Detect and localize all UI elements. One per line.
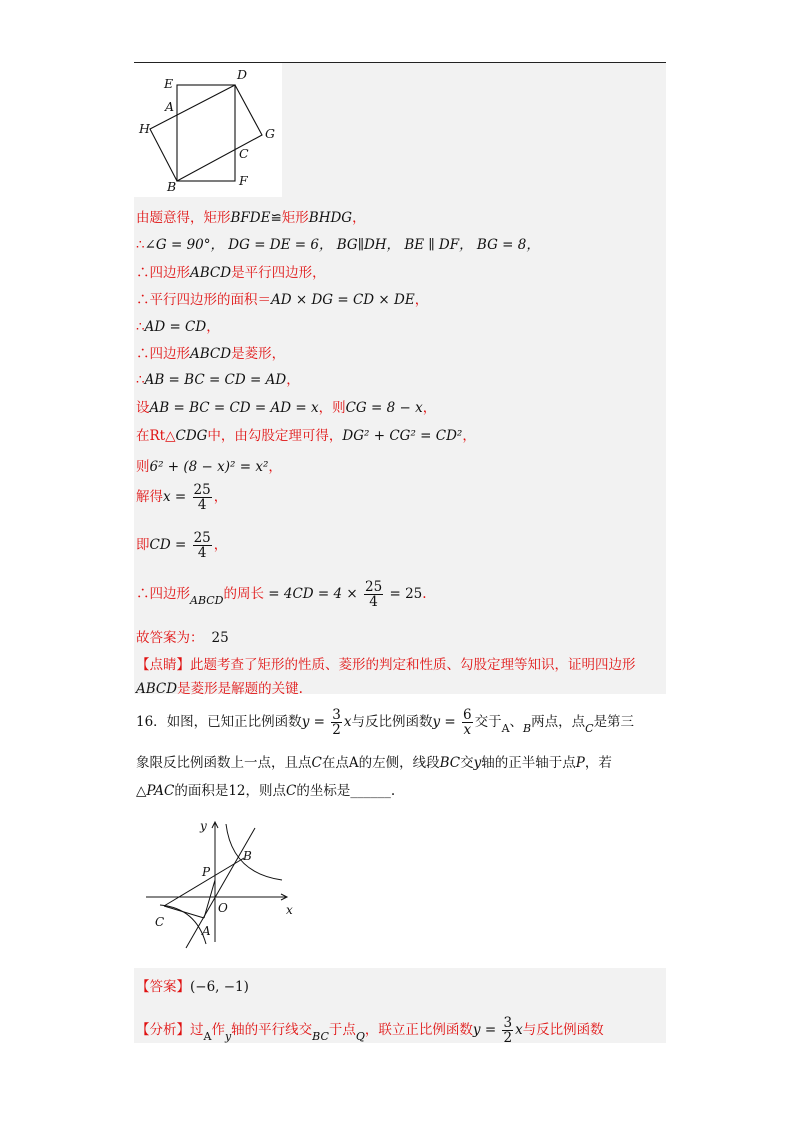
fraction: $\frac{3}{2}$ [332, 707, 341, 739]
label-H: H [139, 121, 150, 136]
label-D: D [237, 67, 248, 82]
line-y-3-2x [186, 828, 255, 948]
segment-AP [204, 880, 215, 918]
label-B: B [243, 849, 252, 863]
label-C: C [239, 146, 249, 161]
fraction: $\frac{25}{4}$ [193, 530, 211, 562]
rectangles-figure [134, 63, 282, 197]
fraction: $\frac{25}{4}$ [193, 482, 211, 514]
label-O: O [218, 901, 228, 915]
label-A: A [202, 924, 211, 938]
label-y: y [200, 819, 207, 833]
solution-line-12: 即CD = $\frac{25}{4}$ ， [136, 530, 228, 562]
label-P: P [202, 865, 211, 879]
solution-line-5: ∴AD = CD， [136, 319, 220, 335]
fraction: $\frac{6}{x}$ [463, 707, 472, 739]
solution-line-11: 解得x = $\frac{25}{4}$ ， [136, 482, 228, 514]
solution-line-13: ∴四边形$_{ABCD}$的周长 = 4CD = 4 × $\frac{25}{4}$ = 25. [136, 579, 427, 611]
answer16-line: 【答案】(−6, −1) [136, 979, 249, 995]
fraction: $\frac{3}{2}$ [503, 1015, 513, 1047]
solution-line-7: ∴AB = BC = CD = AD， [136, 372, 300, 388]
solution-line-9: 在Rt△CDG中，由勾股定理可得，DG² + CG² = CD²， [136, 428, 476, 444]
comment-line-1: 【点睛】此题考查了矩形的性质、菱形的判定和性质、勾股定理等知识，证明四边形 [136, 657, 636, 673]
solution-line-8: 设AB = BC = CD = AD = x，则CG = 8 − x， [136, 400, 437, 416]
label-E: E [164, 76, 174, 91]
solution-line-1: 由题意得，矩形BFDE≌矩形BHDG， [136, 210, 366, 226]
answer-line: 故答案为： 25 [136, 630, 229, 646]
fraction: $\frac{25}{4}$ [364, 579, 383, 611]
label-x: x [286, 903, 293, 917]
label-A: A [165, 99, 175, 114]
label-F: F [239, 173, 248, 188]
hyperbola-first-quadrant [226, 824, 282, 880]
coordinate-figure [140, 818, 300, 952]
label-B: B [167, 179, 177, 194]
question16-line-1: 16．如图，已知正比例函数y = $\frac{3}{2}$ x与反比例函数y = $\frac{6}{x}$ 交于$_A$、$_B$两点，点$_C$是第三 [136, 707, 635, 739]
solution-line-10: 则6² + (8 − x)² = x²， [136, 459, 282, 475]
solution-line-2: ∴∠G = 90°， DG = DE = 6， BG∥DH， BE ∥ DF， BG = 8， [136, 237, 540, 253]
question16-line-3: △PAC的面积是12，则点C的坐标是______. [136, 783, 396, 799]
solution-line-3: ∴四边形ABCD是平行四边形， [136, 265, 326, 281]
comment-line-2: ABCD是菱形是解题的关键. [136, 681, 303, 697]
question16-line-2: 象限反比例函数上一点，且点C在点A的左侧，线段BC交y轴的正半轴于点P，若 [136, 755, 612, 771]
segment-CA [164, 906, 204, 918]
analysis16-line: 【分析】过$_A$作$_y$轴的平行线交$_{BC}$于点$_Q$，联立正比例函数y = $\frac{3}{2}$ x与反比例函数 [136, 1015, 604, 1047]
label-G: G [265, 126, 275, 141]
solution-line-4: ∴平行四边形的面积＝AD × DG = CD × DE， [136, 292, 429, 308]
label-C: C [155, 915, 165, 929]
solution-line-6: ∴四边形ABCD是菱形， [136, 346, 286, 362]
